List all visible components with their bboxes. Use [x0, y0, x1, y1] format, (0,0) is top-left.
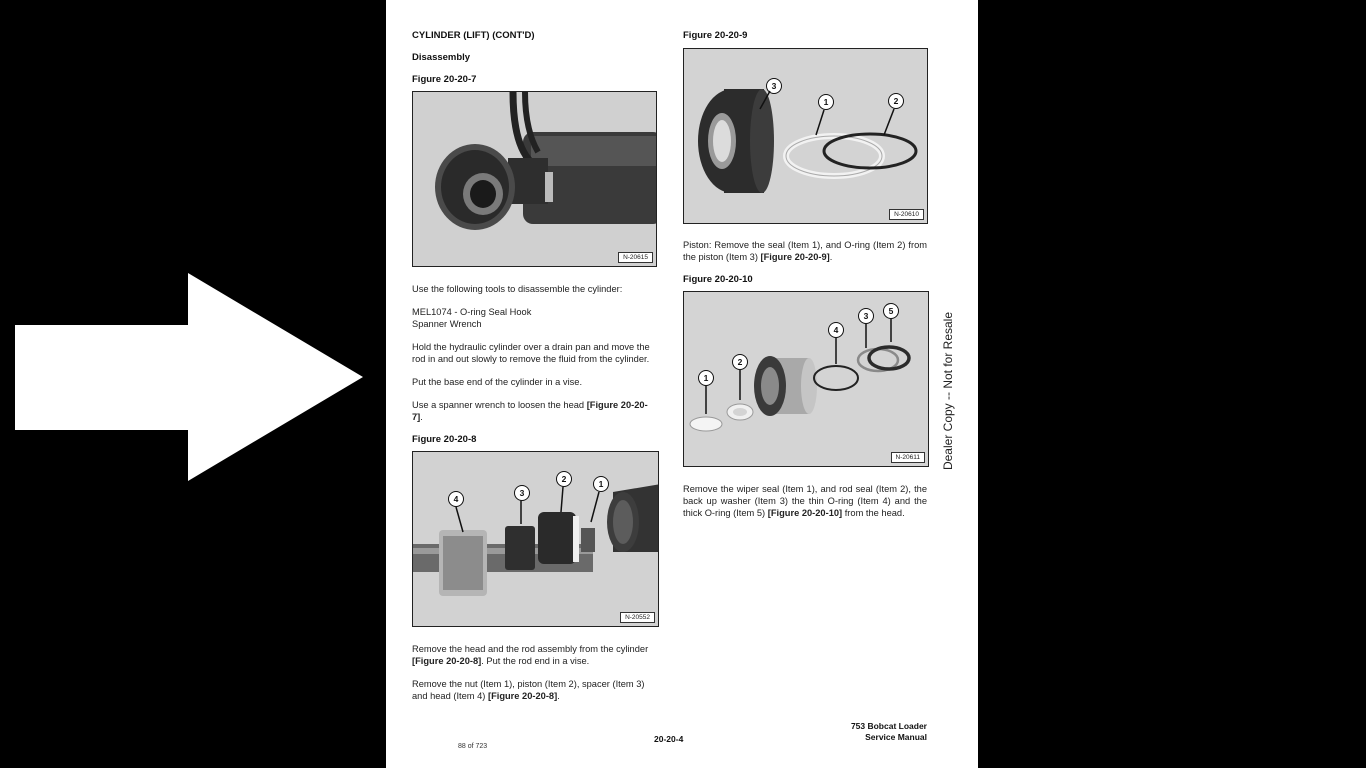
callout-arrows [684, 49, 927, 223]
figure-code: N-20552 [620, 612, 655, 623]
callout-1: 1 [593, 476, 609, 492]
figure-code: N-20615 [618, 252, 653, 263]
wiper-seal-instruction: Remove the wiper seal (Item 1), and rod seal (Item 2), the back up washer (Item 3) the thin O-ring (Item 4) and the thick O-ring (Item 5) [Figure 20-20-10] from the head. [683, 484, 927, 518]
right-arrow-icon [0, 0, 380, 768]
figure-title-8: Figure 20-20-8 [412, 434, 477, 445]
left-column [412, 30, 657, 702]
callout-arrows [413, 452, 658, 626]
figure-20-20-7 [412, 91, 657, 267]
callout-3: 3 [858, 308, 874, 324]
remove-nut-instruction: Remove the nut (Item 1), piston (Item 2), spacer (Item 3) and head (Item 4) [Figure 20-20-8]. [412, 679, 645, 701]
callout-2: 2 [556, 471, 572, 487]
figure-code: N-20610 [889, 209, 924, 220]
callout-1: 1 [698, 370, 714, 386]
callout-arrows [684, 292, 928, 466]
figure-title-7: Figure 20-20-7 [412, 74, 477, 85]
figure-title-9: Figure 20-20-9 [683, 30, 748, 41]
figure-20-20-10 [683, 291, 929, 467]
manual-page [386, 0, 978, 768]
cylinder-photo [413, 92, 656, 266]
callout-4: 4 [828, 322, 844, 338]
figure-code: N-20611 [891, 452, 925, 463]
drain-instruction: Hold the hydraulic cylinder over a drain pan and move the rod in and out slowly to remove the fluid from the cylinder. [412, 342, 650, 364]
section-title: CYLINDER (LIFT) (CONT'D) [412, 30, 535, 41]
callout-3: 3 [514, 485, 530, 501]
remove-head-instruction: Remove the head and the rod assembly from the cylinder [Figure 20-20-8]. Put the rod end in a vise. [412, 644, 649, 666]
figure-title-10: Figure 20-20-10 [683, 274, 753, 285]
tool-oring-hook: MEL1074 - O-ring Seal Hook [412, 307, 532, 317]
tool-spanner-wrench: Spanner Wrench [412, 319, 482, 329]
page-count: 88 of 723 [458, 743, 488, 750]
callout-2: 2 [732, 354, 748, 370]
piston-instruction: Piston: Remove the seal (Item 1), and O-ring (Item 2) from the piston (Item 3) [Figure 20-20-9]. [683, 240, 927, 262]
dealer-copy-watermark: Dealer Copy -- Not for Resale [941, 311, 955, 471]
vise-instruction: Put the base end of the cylinder in a vise. [412, 377, 583, 387]
right-column [683, 30, 927, 519]
callout-1: 1 [818, 94, 834, 110]
callout-5: 5 [883, 303, 899, 319]
disassembly-heading: Disassembly [412, 52, 471, 63]
figure-20-20-9 [683, 48, 928, 224]
callout-4: 4 [448, 491, 464, 507]
callout-2: 2 [888, 93, 904, 109]
figure-20-20-8 [412, 451, 659, 627]
tools-intro: Use the following tools to disassemble the cylinder: [412, 284, 623, 294]
spanner-instruction: Use a spanner wrench to loosen the head [Figure 20-20-7]. [412, 400, 648, 422]
page-number: 20-20-4 [654, 734, 684, 744]
manual-title: 753 Bobcat Loader Service Manual [850, 721, 927, 742]
callout-3: 3 [766, 78, 782, 94]
